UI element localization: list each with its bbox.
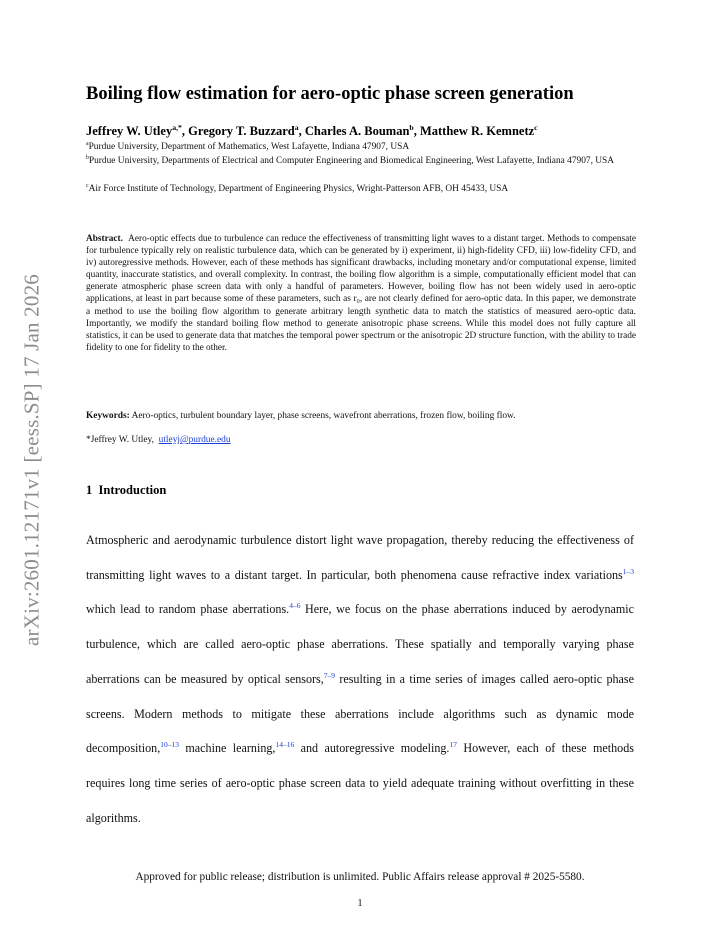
keywords-text: Aero-optics, turbulent boundary layer, phase screens, wavefront aberrations, frozen flow, boiling flow. [131,411,516,421]
body-text: which lead to random phase aberrations. [86,602,290,617]
email-link[interactable]: utleyj@purdue.edu [158,435,231,445]
intro-paragraph [86,523,634,835]
citation-link[interactable]: 4–6 [289,601,301,611]
arxiv-side-label: arXiv:2601.12171v1 [eess.SP] 17 Jan 2026 [19,274,44,646]
affiliation-c: $^c$Air Force Institute of Technology, Department of Engineering Physics, Wright-Patterson AFB, OH 45433, USA [86,182,509,194]
release-note: Approved for public release; distribution is unlimited. Public Affairs release approval # 2025-5580. [135,871,585,883]
abstract-label: Abstract. [86,234,123,244]
author-list: Jeffrey W. Utley$^{a,*}$, Gregory T. Buzzard$^a$, Charles A. Bouman$^b$, Matthew R. Kemnetz$^c$ [86,122,538,138]
author: Gregory T. Buzzard$^a$ [188,122,299,138]
section-heading: 1 Introduction [86,483,167,497]
paper-title: Boiling flow estimation for aero-optic phase screen generation [86,84,574,104]
citation-link[interactable]: 17 [449,740,457,750]
author: Jeffrey W. Utley$^{a,*}$ [86,122,182,138]
keywords [86,411,646,421]
body-text: machine learning, [178,741,276,756]
citation-link[interactable]: 14–16 [275,740,295,750]
author: Matthew R. Kemnetz$^c$ [419,122,538,138]
citation-link[interactable]: 1–3 [622,566,634,576]
affiliation-a: $^a$Purdue University, Department of Mathematics, West Lafayette, Indiana 47907, USA [86,140,410,152]
page-number: 1 [357,898,363,909]
body-text: Atmospheric and aerodynamic turbulence distort light wave propagation, thereby reducing the effectiveness of transmitting light waves to a distant target. In particular, both phenomena cause refractive index variations [86,533,634,582]
citation-link[interactable]: 10–13 [160,740,179,750]
author: Charles A. Bouman$^b$ [304,122,414,138]
abstract [86,233,636,354]
body-text: However, each of these methods requires long time series of aero-optic phase screen data to yield adequate training without overfitting in these algorithms. [86,741,634,825]
abstract-text: Aero-optic effects due to turbulence can reduce the effectiveness of transmitting light waves to a distant target. Methods to compensate for turbulence typically rely on realistic turbulence data, which can be generated by i) experiment, ii) high-fidelity CFD, iii) low-fidelity CFD, and iv) autoregressive methods. However, each of these methods has significant drawbacks, including monetary and/or computational expense, limited quantity, inaccurate statistics, and overall complexity. In contrast, the boiling flow algorithm is a simple, computationally efficient model that can generate atmospheric phase screen data with only a handful of parameters. However, boiling flow has not been widely used in aero-optic applications, at least in part because some of these parameters, such as r₀, are not clearly defined for aero-optic data. In this paper, we demonstrate a method to use the boiling flow algorithm to generate arbitrary length synthetic data to match the statistics of measured aero-optic data. Importantly, we modify the standard boiling flow method to generate anisotropic phase screens. While this model does not fully capture all statistics, it can be used to generate data that matches the temporal power spectrum or the anisotropic 2D structure function, with the ability to trade fidelity to one for fidelity to the other. [86,234,636,353]
keywords-label: Keywords: [86,411,130,421]
body-text: resulting in a time series of images called aero-optic phase screens. Modern methods to mitigate these aberrations include algorithms such as dynamic mode decomposition, [86,671,634,756]
affiliation-b: $^b$Purdue University, Departments of Electrical and Computer Engineering and Biomedical Engineering, West Lafayette, Indiana 47907, USA [86,154,615,166]
citation-link[interactable]: 7–9 [323,670,336,680]
corresponding-author: *Jeffrey W. Utley, utleyj@purdue.edu [86,435,231,445]
body-text: Here, we focus on the phase aberrations induced by aerodynamic turbulence, which are called aero-optic phase aberrations. These spatially and temporally varying phase aberrations can be measured by optical sensors, [86,602,634,686]
body-text: and autoregressive modeling. [294,741,450,756]
